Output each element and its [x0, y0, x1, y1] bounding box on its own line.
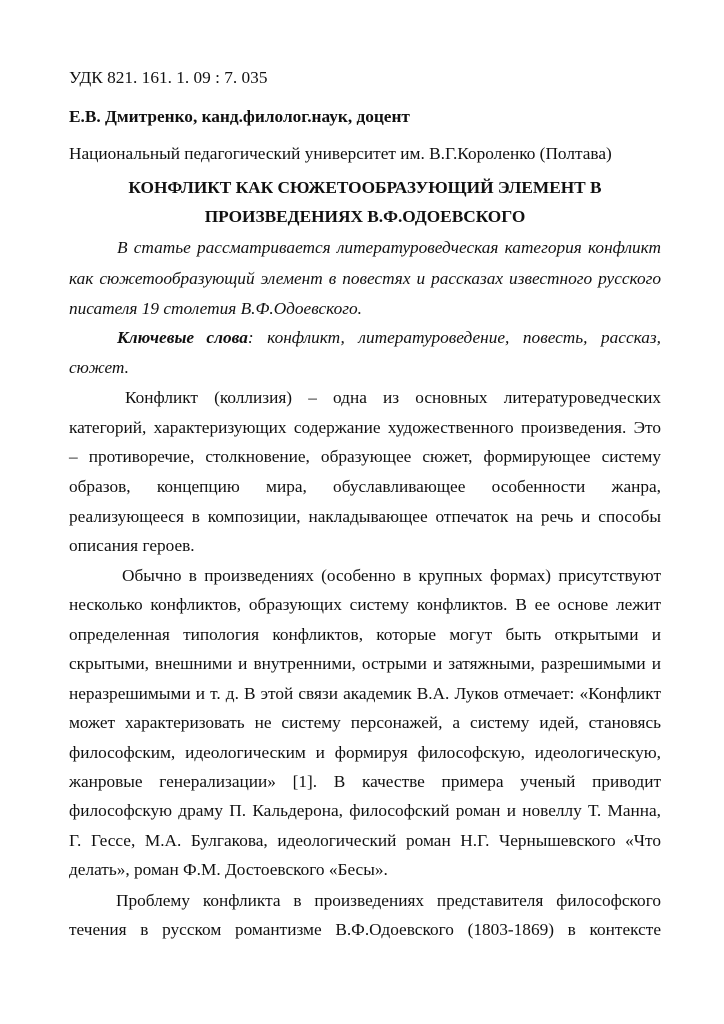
keywords-label: Ключевые слова — [117, 328, 248, 347]
article-title-line-1: КОНФЛИКТ КАК СЮЖЕТООБРАЗУЮЩИЙ ЭЛЕМЕНТ В — [128, 178, 602, 197]
paragraph-2-line: Г. Гессе, М.А. Булгакова, идеологический роман Н.Г. Чернышевского «Что — [69, 831, 661, 850]
paragraph-1-line: – противоречие, столкновение, образующее сюжет, формирующее систему — [69, 447, 661, 466]
paragraph-2-line: философским, идеологическим и формируя философскую, идеологическую, — [69, 743, 661, 762]
keywords-list-cont: сюжет. — [69, 358, 129, 377]
article-title-line-2: ПРОИЗВЕДЕНИЯХ В.Ф.ОДОЕВСКОГО — [204, 207, 526, 226]
paragraph-2-line: жанровые генерализации» [1]. В качестве примера ученый приводит — [69, 772, 661, 791]
paragraph-1-line: Конфликт (коллизия) – одна из основных литературоведческих — [125, 388, 661, 407]
keywords-list: : конфликт, литературоведение, повесть, рассказ, — [247, 328, 661, 347]
paragraph-2-line: скрытыми, внешними и внутренними, острыми и затяжными, разрешимыми и — [69, 654, 661, 673]
paragraph-1-line: категорий, характеризующих содержание художественного произведения. Это — [69, 418, 661, 437]
paragraph-1-line: образов, концепцию мира, обуславливающее особенности жанра, — [69, 477, 661, 496]
affiliation-line: Национальный педагогический университет им. В.Г.Короленко (Полтава) — [69, 144, 612, 163]
paragraph-2-line: может характеризовать не систему персонажей, а систему идей, становясь — [69, 713, 661, 732]
paragraph-1-line: описания героев. — [69, 536, 195, 555]
abstract-line: как сюжетообразующий элемент в повестях и рассказах известного русского — [69, 269, 661, 288]
paragraph-1-line: реализующееся в композиции, накладывающее отпечаток на речь и способы — [69, 507, 661, 526]
paragraph-3-line: Проблему конфликта в произведениях представителя философского — [116, 891, 661, 910]
abstract-line: В статье рассматривается литературоведческая категория конфликт — [117, 238, 661, 257]
udk-code: УДК 821. 161. 1. 09 : 7. 035 — [69, 68, 268, 87]
paragraph-2-line: Обычно в произведениях (особенно в крупных формах) присутствуют — [122, 566, 661, 585]
paragraph-2-line: неразрешимыми и т. д. В этой связи академик В.А. Луков отмечает: «Конфликт — [69, 684, 661, 703]
paragraph-3-line: течения в русском романтизме В.Ф.Одоевского (1803-1869) в контексте — [69, 920, 661, 939]
paragraph-2-line: делать», роман Ф.М. Достоевского «Бесы». — [69, 860, 388, 879]
author-line: Е.В. Дмитренко, канд.филолог.наук, доцент — [69, 107, 410, 126]
paragraph-2-line: философскую драму П. Кальдерона, философский роман и новеллу Т. Манна, — [69, 801, 661, 820]
paragraph-2-line: определенная типология конфликтов, которые могут быть открытыми и — [69, 625, 661, 644]
keywords-line — [117, 327, 661, 349]
paragraph-2-line: несколько конфликтов, образующих систему конфликтов. В ее основе лежит — [69, 595, 661, 614]
abstract-line: писателя 19 столетия В.Ф.Одоевского. — [69, 299, 362, 318]
